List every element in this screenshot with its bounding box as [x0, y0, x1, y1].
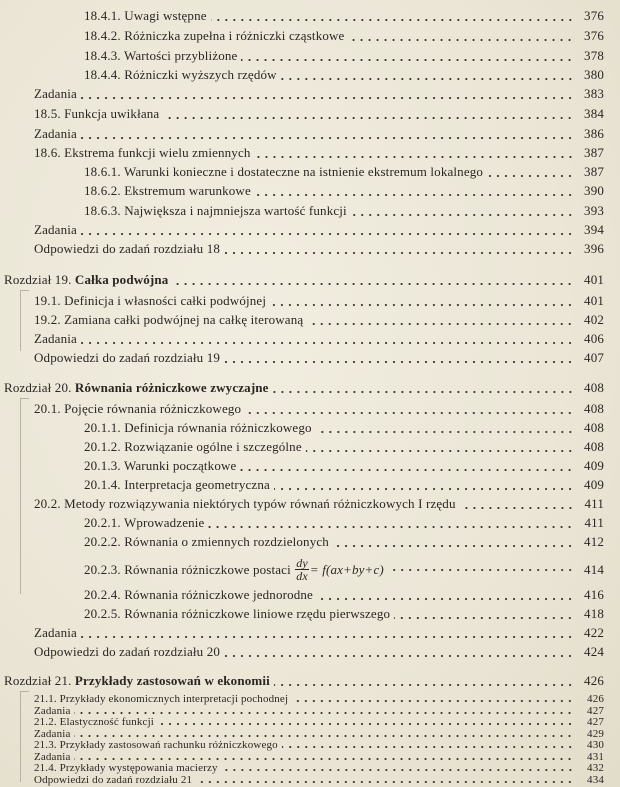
toc-entry-page: 432 [587, 762, 604, 774]
leader-dots [348, 39, 574, 41]
toc-entry-title: 20.2. Metody rozwiązywania niektórych typów równań różniczkowych I rzędu [34, 496, 456, 511]
toc-entry-title: Zadania [34, 126, 77, 141]
toc-entry-title: 18.6.2. Ekstremum warunkowe [84, 183, 251, 198]
toc-entry [84, 514, 604, 532]
toc-entry-title: 20.1.2. Rozwiązanie ogólne i szczególne [84, 439, 302, 454]
leader-dots [74, 758, 574, 760]
derivative-fraction [295, 557, 309, 582]
leader-dots [274, 684, 574, 686]
toc-entry-title: 21.2. Elastyczność funkcji [34, 716, 154, 728]
toc-entry-title: 20.1.4. Interpretacja geometryczna [84, 477, 270, 492]
leader-dots [158, 723, 574, 725]
leader-dots [172, 283, 574, 285]
leader-dots [255, 156, 574, 158]
toc-entry-title: 20.2.2. Równania o zmiennych rozdzielonych [84, 534, 329, 549]
leader-dots [292, 700, 574, 702]
toc-entry-page: 376 [584, 28, 604, 43]
toc-entry-page: 387 [584, 164, 604, 179]
leader-dots [317, 598, 574, 600]
toc-entry [84, 419, 604, 437]
toc-entry [34, 400, 604, 418]
toc-entry-title: 20.1. Pojęcie równania różniczkowego [34, 401, 242, 416]
toc-entry-title: Zadania [34, 625, 77, 640]
toc-entry-title: 19.1. Definicja i własności całki podwójnej [34, 293, 267, 308]
toc-entry-title: Zadania [34, 750, 71, 763]
toc-entry-title: 20.2.3. Równania różniczkowe postaci [84, 562, 291, 577]
toc-entry [84, 457, 604, 475]
toc-entry-page: 394 [584, 222, 604, 237]
toc-entry-page: 396 [584, 241, 604, 256]
toc-entry [84, 202, 604, 220]
toc-entry [34, 311, 604, 329]
toc-chapter-heading [4, 271, 604, 289]
leader-dots [388, 569, 574, 571]
toc-entry-title: 18.4.4. Różniczki wyższych rzędów [84, 67, 277, 82]
chapter-title: Przykłady zastosowań w ekonomii [74, 673, 270, 688]
toc-entry [34, 105, 604, 123]
toc-entry-page: 416 [584, 587, 604, 602]
chapter-bracket [20, 290, 29, 351]
leader-dots [208, 526, 574, 528]
toc-entry-page: 407 [584, 350, 604, 365]
toc-entry [34, 643, 604, 661]
chapter-label: Rozdział 20. [4, 380, 75, 395]
leader-dots [351, 214, 574, 216]
toc-entry-page: 411 [584, 515, 604, 530]
toc-entry-page: 406 [584, 331, 604, 346]
toc-entry-title: 18.4.2. Różniczka zupełna i różniczki cząstkowe [84, 28, 345, 43]
leader-dots [196, 781, 574, 783]
toc-entry [34, 144, 604, 162]
toc-entry-page: 383 [584, 86, 604, 101]
toc-entry-formula [84, 556, 604, 584]
toc-entry-page: 401 [584, 293, 604, 308]
toc-entry-title: Zadania [34, 727, 71, 740]
toc-entry-title: 18.6.1. Warunki konieczne i dostateczne na istnienie ekstremum lokalnego [84, 164, 484, 179]
toc-entry-title: Zadania [34, 704, 71, 717]
leader-dots [282, 746, 574, 748]
toc-entry-title: 19.2. Zamiana całki podwójnej na całkę iterowaną [34, 312, 304, 327]
toc-entry-page: 424 [584, 644, 604, 659]
leader-dots [273, 391, 574, 393]
leader-dots [281, 78, 574, 80]
toc-entry-page: 393 [584, 203, 604, 218]
toc-entry-title: Zadania [34, 222, 77, 237]
toc-entry-page: 431 [587, 750, 604, 763]
leader-dots [224, 252, 574, 254]
toc-entry [34, 292, 604, 310]
toc-entry-page: 390 [584, 183, 604, 198]
toc-entry-page: 401 [584, 272, 604, 287]
toc-entry-page: 418 [584, 606, 604, 621]
toc-entry-page: 408 [584, 420, 604, 435]
leader-dots [163, 117, 574, 119]
toc-entry [34, 739, 604, 751]
toc-entry [34, 693, 604, 705]
toc-entry [84, 27, 604, 45]
toc-entry-page: 409 [584, 477, 604, 492]
toc-entry-page: 408 [584, 380, 604, 395]
leader-dots [316, 431, 574, 433]
toc-entry-page: 422 [584, 625, 604, 640]
leader-dots [240, 469, 574, 471]
toc-entry-page: 408 [584, 439, 604, 454]
leader-dots [81, 636, 574, 638]
toc-entry [84, 438, 604, 456]
toc-entry-page: 430 [587, 739, 604, 751]
toc-entry-page: 414 [584, 562, 604, 577]
leader-dots [255, 194, 574, 196]
toc-entry-title: Odpowiedzi do zadań rozdziału 21 [34, 773, 193, 786]
leader-dots [270, 304, 574, 306]
leader-dots [307, 323, 574, 325]
fraction-numerator: dy [296, 555, 308, 570]
chapter-bracket [20, 398, 29, 594]
toc-entry [34, 495, 604, 513]
toc-entry-page: 434 [587, 773, 604, 786]
toc-entry [34, 728, 604, 740]
toc-entry-title: 21.1. Przykłady ekonomicznych interpretacji pochodnej [34, 693, 289, 705]
chapter-title: Całka podwójna [74, 272, 169, 287]
toc-entry-title: Odpowiedzi do zadań rozdziału 19 [34, 350, 221, 365]
toc-entry-title: 20.1.3. Warunki początkowe [84, 458, 237, 473]
toc-entry-page: 412 [584, 534, 604, 549]
toc-entry-page: 378 [584, 48, 604, 63]
toc-entry [84, 47, 604, 65]
toc-entry-page: 402 [584, 312, 604, 327]
leader-dots [394, 617, 574, 619]
leader-dots [487, 175, 574, 177]
toc-entry-title: 18.4.1. Uwagi wstępne [84, 8, 207, 23]
toc-entry [84, 163, 604, 181]
leader-dots [241, 59, 574, 61]
leader-dots [274, 488, 574, 490]
leader-dots [222, 769, 574, 771]
leader-dots [211, 19, 574, 21]
toc-entry-page: 426 [587, 693, 604, 705]
fraction-denominator: dx [296, 568, 308, 583]
toc-entry-page: 409 [584, 458, 604, 473]
toc-entry [34, 751, 604, 763]
toc-entry-page: 429 [587, 727, 604, 740]
toc-entry [34, 221, 604, 239]
toc-entry-title: Odpowiedzi do zadań rozdziału 20 [34, 644, 221, 659]
leader-dots [224, 361, 574, 363]
toc-entry-title: 18.6.3. Największa i najmniejsza wartość funkcji [84, 203, 347, 218]
toc-entry-title: 20.2.1. Wprowadzenie [84, 515, 205, 530]
toc-entry-title: Zadania [34, 86, 77, 101]
toc-entry [34, 85, 604, 103]
toc-entry-title: 18.4.3. Wartości przybliżone [84, 48, 238, 63]
toc-entry [34, 125, 604, 143]
toc-entry [34, 762, 604, 774]
leader-dots [333, 545, 574, 547]
toc-entry [34, 624, 604, 642]
toc-entry-page: 411 [584, 496, 604, 511]
toc-entry-title: 20.1.1. Definicja równania różniczkowego [84, 420, 312, 435]
toc-entry-title: Odpowiedzi do zadań rozdziału 18 [34, 241, 221, 256]
toc-entry-title: 20.2.4. Równania różniczkowe jednorodne [84, 587, 313, 602]
chapter-label: Rozdział 21. [4, 673, 75, 688]
leader-dots [306, 450, 574, 452]
toc-entry [34, 705, 604, 717]
toc-entry-title: 21.3. Przykłady zastosowań rachunku różniczkowego [34, 739, 278, 751]
toc-entry [84, 182, 604, 200]
toc-entry-page: 427 [587, 716, 604, 728]
toc-entry-page: 426 [584, 673, 604, 688]
leader-dots [245, 412, 574, 414]
toc-entry [34, 349, 604, 367]
leader-dots [81, 97, 574, 99]
leader-dots [460, 507, 574, 509]
toc-entry [84, 476, 604, 494]
toc-entry-page: 376 [584, 8, 604, 23]
leader-dots [81, 137, 574, 139]
toc-entry-page: 427 [587, 704, 604, 717]
toc-entry [84, 7, 604, 25]
formula-expression: = f(ax+by+c) [309, 562, 384, 577]
toc-entry-title: 20.2.5. Równania różniczkowe liniowe rzędu pierwszego [84, 606, 391, 621]
toc-entry-title: 18.6. Ekstrema funkcji wielu zmiennych [34, 145, 251, 160]
toc-entry [84, 66, 604, 84]
toc-entry-title: 18.5. Funkcja uwikłana [34, 106, 160, 121]
toc-entry [84, 586, 604, 604]
toc-chapter-heading [4, 672, 604, 690]
leader-dots [81, 342, 574, 344]
toc-entry-title: Zadania [34, 331, 77, 346]
toc-entry-page: 408 [584, 401, 604, 416]
chapter-label: Rozdział 19. [4, 272, 75, 287]
toc-chapter-heading [4, 379, 604, 397]
chapter-title: Równania różniczkowe zwyczajne [74, 380, 269, 395]
toc-entry-page: 387 [584, 145, 604, 160]
chapter-bracket [20, 691, 29, 782]
toc-entry-title: 21.4. Przykłady występowania macierzy [34, 762, 218, 774]
leader-dots [81, 233, 574, 235]
toc-entry [34, 716, 604, 728]
toc-entry [34, 240, 604, 258]
leader-dots [74, 735, 574, 737]
toc-entry-page: 380 [584, 67, 604, 82]
toc-entry-page: 386 [584, 126, 604, 141]
toc-entry [84, 605, 604, 623]
toc-entry [34, 774, 604, 786]
toc-entry [84, 533, 604, 551]
toc-entry [34, 330, 604, 348]
leader-dots [224, 655, 574, 657]
toc-entry-page: 384 [584, 106, 604, 121]
leader-dots [74, 712, 574, 714]
